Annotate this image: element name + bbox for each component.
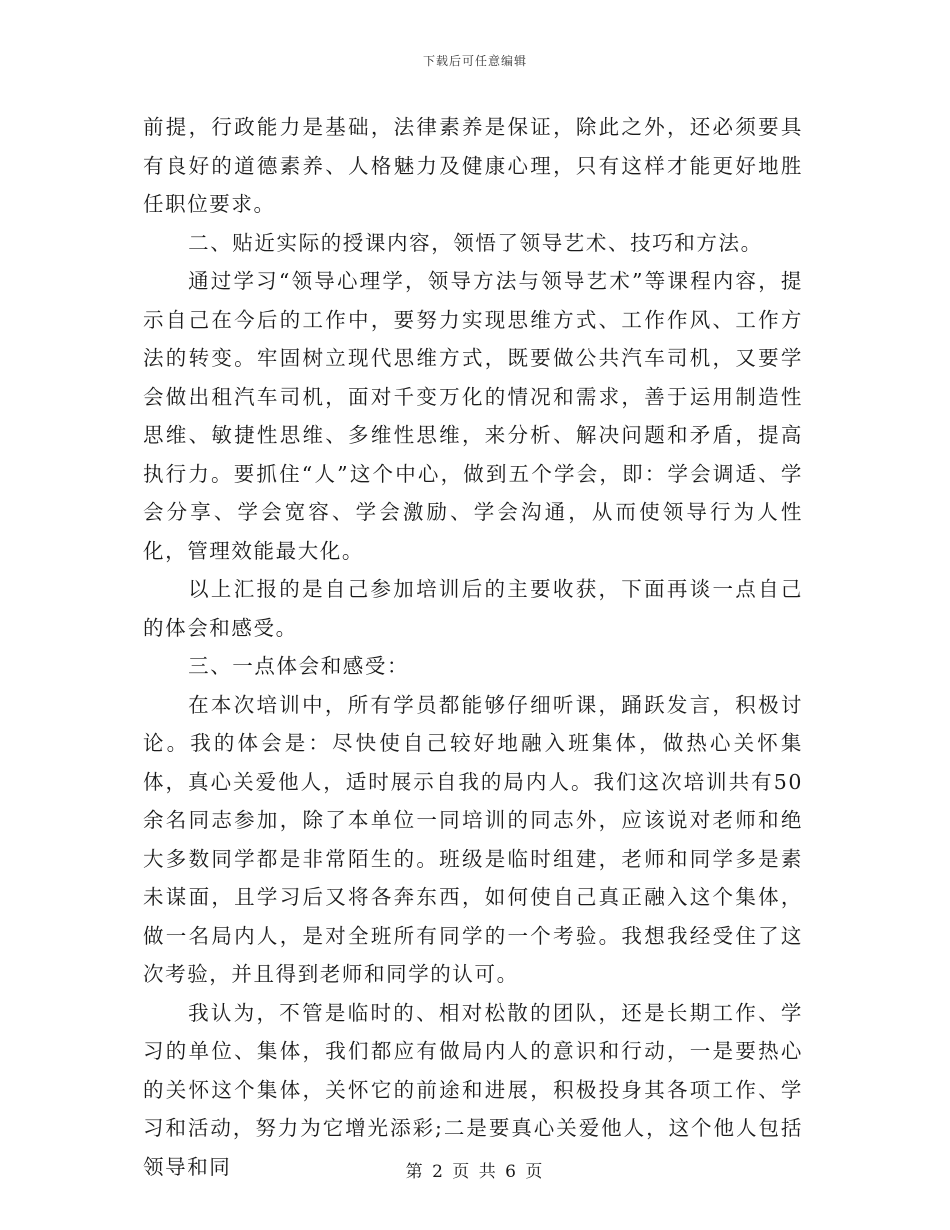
page-number: 第 2 页 共 6 页 — [405, 1162, 545, 1182]
section-heading: 三、一点体会和感受： — [188, 654, 410, 678]
paragraph: 我认为，不管是临时的、相对松散的团队，还是长期工作、学习的单位、集体，我们都应有做局内人的意识和行动，一是要热心的关怀这个集体，关怀它的前途和进展，积极投身其各项工作、学习和活动，努力为它增光添彩;二是要真心关爱他人，这个他人包括领导和同 — [143, 1000, 803, 1179]
paragraph: 前提，行政能力是基础，法律素养是保证，除此之外，还必须要具有良好的道德素养、人格魅力及健康心理，只有这样才能更好地胜任职位要求。 — [143, 115, 803, 216]
paragraph: 通过学习“领导心理学，领导方法与领导艺术”等课程内容，提示自己在今后的工作中，要努力实现思维方式、工作作风、工作方法的转变。牢固树立现代思维方式，既要做公共汽车司机，又要学会做出租汽车司机，面对千变万化的情况和需求，善于运用制造性思维、敏捷性思维、多维性思维，来分析、解决问题和矛盾，提高执行力。要抓住“人”这个中心，做到五个学会，即：学会调适、学会分享、学会宽容、学会激励、学会沟通，从而使领导行为人性化，管理效能最大化。 — [143, 269, 803, 563]
section-heading: 二、贴近实际的授课内容，领悟了领导艺术、技巧和方法。 — [188, 230, 763, 255]
paragraph: 以上汇报的是自己参加培训后的主要收获，下面再谈一点自己的体会和感受。 — [143, 577, 803, 640]
paragraph: 在本次培训中，所有学员都能够仔细听课，踊跃发言，积极讨论。我的体会是：尽快使自己较好地融入班集体，做热心关怀集体，真心关爱他人，适时展示自我的局内人。我们这次培训共有50余名同志参加，除了本单位一同培训的同志外，应该说对老师和绝大多数同学都是非常陌生的。班级是临时组建，老师和同学多是素未谋面，且学习后又将各奔东西，如何使自己真正融入这个集体，做一名局内人，是对全班所有同学的一个考验。我想我经受住了这次考验，并且得到老师和同学的认可。 — [143, 692, 803, 986]
body-text — [143, 108, 803, 1186]
header-note: 下载后可任意编辑 — [422, 54, 527, 68]
